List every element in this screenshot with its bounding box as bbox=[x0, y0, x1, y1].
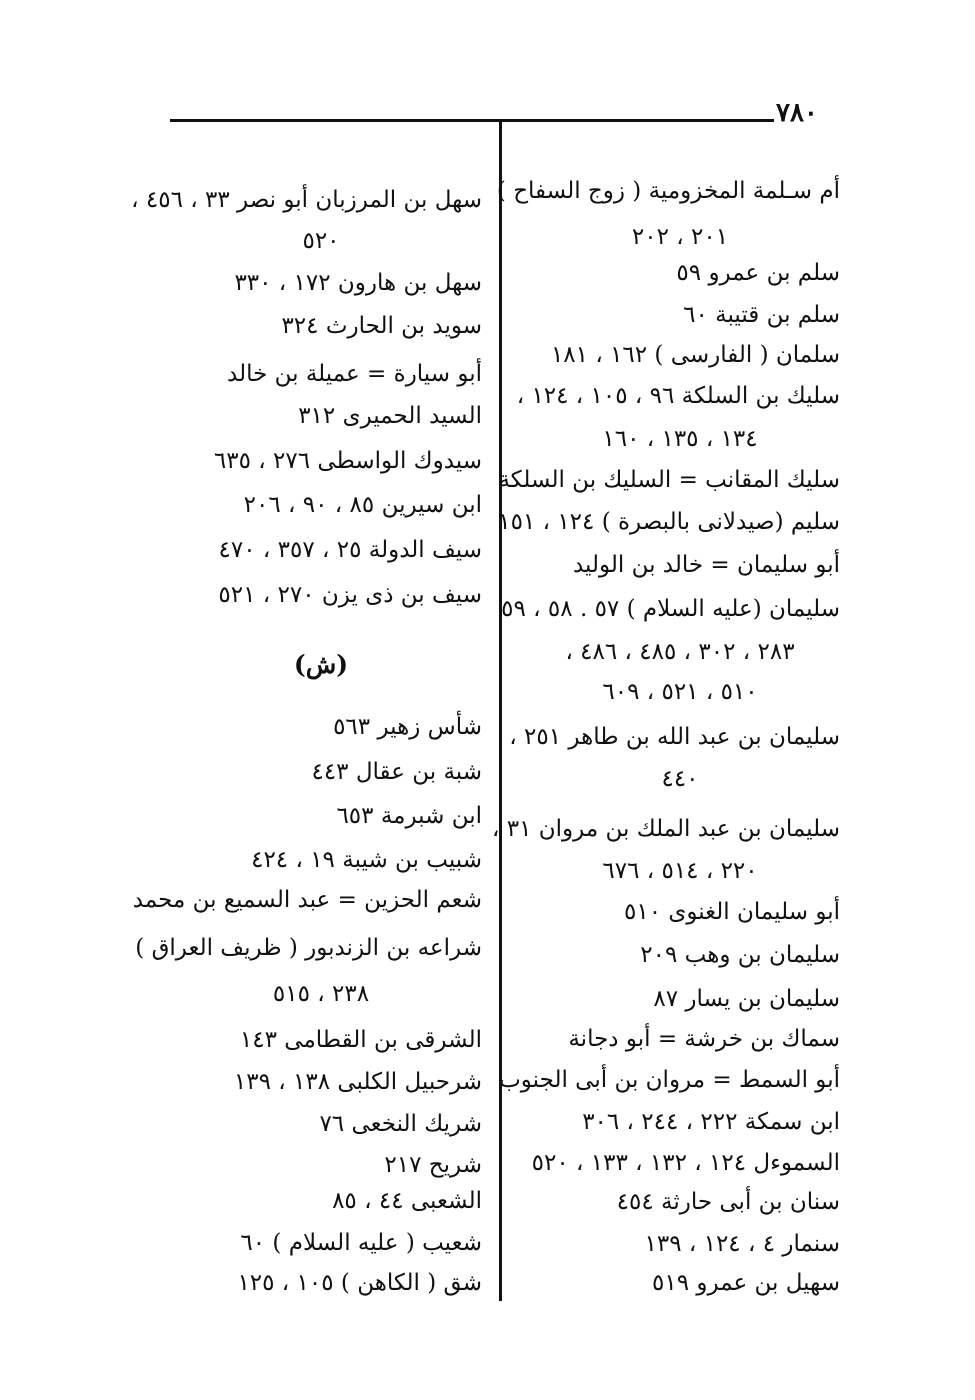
index-entry: شعيب ( عليه السلام ) ٦٠ bbox=[240, 1230, 482, 1256]
index-entry: شأس زهير ٥٦٣ bbox=[333, 714, 482, 740]
index-entry: شرحبيل الكلبى ١٣٨ ، ١٣٩ bbox=[233, 1069, 482, 1095]
index-entry: شعم الحزين = عبد السميع بن محمد bbox=[132, 887, 482, 913]
index-entry: سهيل بن عمرو ٥١٩ bbox=[652, 1270, 840, 1296]
index-entry: شريك النخعى ٧٦ bbox=[319, 1111, 482, 1137]
index-entry: شبة بن عقال ٤٤٣ bbox=[311, 759, 482, 785]
index-entry: السموءل ١٢٤ ، ١٣٢ ، ١٣٣ ، ٥٢٠ bbox=[531, 1150, 840, 1176]
index-entry: سهل بن المرزبان أبو نصر ٣٣ ، ٤٥٦ ، bbox=[131, 187, 482, 213]
index-entry-continuation: ٥٢٠ bbox=[302, 228, 340, 254]
index-entry-continuation: ١٣٤ ، ١٣٥ ، ١٦٠ bbox=[602, 426, 758, 452]
index-entry: أبو سيارة = عميلة بن خالد bbox=[227, 361, 482, 387]
index-entry-continuation: ٢٢٠ ، ٥١٤ ، ٦٧٦ bbox=[602, 858, 758, 884]
index-entry: شق ( الكاهن ) ١٠٥ ، ١٢٥ bbox=[237, 1270, 482, 1296]
index-entry: الشعبى ٤٤ ، ٨٥ bbox=[332, 1188, 482, 1214]
section-heading: (ش) bbox=[293, 650, 349, 679]
index-entry: سنان بن أبى حارثة ٤٥٤ bbox=[616, 1189, 840, 1215]
index-entry: سيدوك الواسطى ٢٧٦ ، ٦٣٥ bbox=[213, 448, 482, 474]
index-entry: سنمار ٤ ، ١٢٤ ، ١٣٩ bbox=[644, 1231, 840, 1257]
index-entry: ابن سمكة ٢٢٢ ، ٢٤٤ ، ٣٠٦ bbox=[582, 1109, 840, 1135]
column-divider bbox=[499, 119, 502, 1301]
index-entry: أبو سليمان = خالد بن الوليد bbox=[572, 552, 840, 578]
index-entry: أم سـلمة المخزومية ( زوج السفاح ) bbox=[496, 178, 840, 204]
index-entry: سليك بن السلكة ٩٦ ، ١٠٥ ، ١٢٤ ، bbox=[516, 383, 840, 409]
index-entry-continuation: ٢٨٣ ، ٣٠٢ ، ٤٨٥ ، ٤٨٦ ، bbox=[565, 639, 795, 665]
index-entry: شريح ٢١٧ bbox=[384, 1152, 482, 1178]
index-entry: السيد الحميرى ٣١٢ bbox=[298, 403, 482, 429]
index-entry: الشرقى بن القطامى ١٤٣ bbox=[239, 1027, 482, 1053]
header-rule bbox=[170, 119, 774, 122]
index-entry: سليمان بن عبد الملك بن مروان ٣١ ، bbox=[492, 816, 840, 842]
index-entry: سويد بن الحارث ٣٢٤ bbox=[281, 313, 482, 339]
index-entry: سماك بن خرشة = أبو دجانة bbox=[568, 1026, 840, 1052]
index-entry-continuation: ٤٤٠ bbox=[661, 766, 699, 792]
index-entry: سليك المقانب = السليك بن السلكة bbox=[498, 467, 840, 493]
index-entry: سهل بن هارون ١٧٢ ، ٣٣٠ bbox=[234, 270, 482, 296]
index-entry: أبو السمط = مروان بن أبى الجنوب bbox=[499, 1067, 840, 1093]
index-entry: سليمان (عليه السلام ) ٥٧ . ٥٨ ، ٥٩ bbox=[501, 596, 840, 622]
index-entry: سليمان بن يسار ٨٧ bbox=[653, 986, 840, 1012]
index-entry: سليمان بن عبد الله بن طاهر ٢٥١ ، bbox=[509, 724, 840, 750]
index-entry: سلم بن عمرو ٥٩ bbox=[676, 260, 840, 286]
index-entry-continuation: ٢٠١ ، ٢٠٢ bbox=[631, 224, 729, 250]
index-entry-continuation: ٥١٠ ، ٥٢١ ، ٦٠٩ bbox=[602, 679, 758, 705]
index-entry: سلم بن قتيبة ٦٠ bbox=[683, 302, 840, 328]
index-entry: سيف الدولة ٢٥ ، ٣٥٧ ، ٤٧٠ bbox=[218, 537, 482, 563]
index-entry: شراعه بن الزندبور ( ظريف العراق ) bbox=[135, 935, 482, 961]
index-entry: سلمان ( الفارسى ) ١٦٢ ، ١٨١ bbox=[550, 342, 840, 368]
index-entry: ابن سيرين ٨٥ ، ٩٠ ، ٢٠٦ bbox=[243, 492, 482, 518]
index-entry: ابن شبرمة ٦٥٣ bbox=[336, 803, 482, 829]
index-entry: سيف بن ذى يزن ٢٧٠ ، ٥٢١ bbox=[218, 582, 482, 608]
index-entry-continuation: ٢٣٨ ، ٥١٥ bbox=[272, 981, 370, 1007]
page-number: ٧٨٠ bbox=[776, 98, 818, 128]
index-entry: شبيب بن شيبة ١٩ ، ٤٢٤ bbox=[251, 847, 482, 873]
index-entry: أبو سليمان الغنوى ٥١٠ bbox=[623, 899, 840, 925]
index-entry: سليم (صيدلانى بالبصرة ) ١٢٤ ، ١٥١ bbox=[498, 509, 840, 535]
index-entry: سليمان بن وهب ٢٠٩ bbox=[640, 942, 840, 968]
